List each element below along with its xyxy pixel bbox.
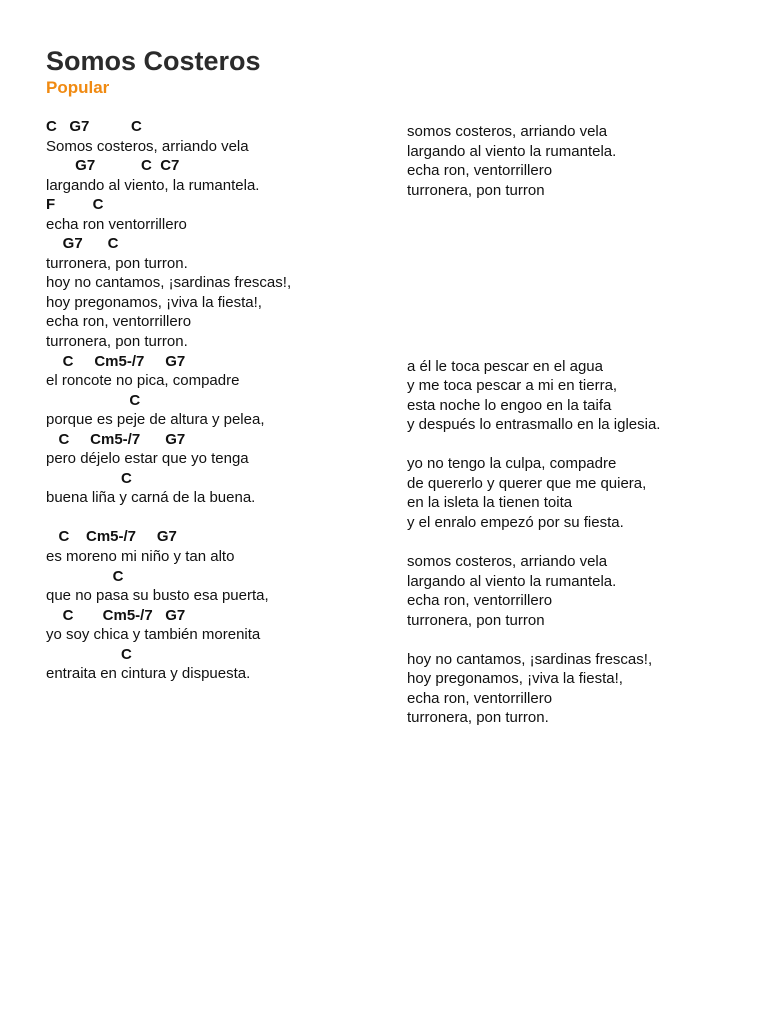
lyric-line: echa ron ventorrillero: [46, 215, 187, 233]
blank-line: [407, 435, 747, 455]
blank-line: [46, 508, 386, 528]
lyric-line: y me toca pescar a mi en tierra,: [407, 377, 618, 395]
lyric-line: a él le toca pescar en el agua: [407, 357, 603, 375]
chord-line: C G7 C: [46, 118, 142, 135]
blank-line: [407, 239, 747, 259]
lyric-line: largando al viento la rumantela.: [407, 572, 617, 590]
lyric-line: esta noche lo engoo en la taifa: [407, 396, 612, 414]
chord-line: C: [46, 469, 132, 487]
lyric-line: echa ron, ventorrillero: [407, 162, 553, 180]
chord-line: C: [46, 391, 141, 409]
chord-line: C Cm5-/7 G7: [46, 528, 177, 546]
lyric-line: Somos costeros, arriando vela: [46, 137, 249, 155]
chord-line: C: [46, 645, 132, 663]
lyric-line: en la isleta la tienen toita: [407, 494, 573, 512]
blank-line: [407, 200, 747, 220]
song-title: Somos Costeros: [46, 46, 261, 76]
lyric-line: turronera, pon turron.: [46, 333, 188, 351]
lyric-line: yo no tengo la culpa, compadre: [407, 455, 617, 473]
blank-line: [407, 259, 747, 279]
lyric-line: somos costeros, arriando vela: [407, 123, 608, 140]
lyric-line: hoy no cantamos, ¡sardinas frescas!,: [46, 274, 292, 292]
blank-line: [407, 532, 747, 552]
blank-line: [407, 317, 747, 337]
lyric-line: hoy pregonamos, ¡viva la fiesta!,: [46, 293, 262, 311]
blank-line: [407, 278, 747, 298]
lyric-line: entraita en cintura y dispuesta.: [46, 665, 251, 683]
blank-line: [407, 337, 747, 357]
lyric-line: turronera, pon turron: [407, 611, 545, 629]
lyric-line: echa ron, ventorrillero: [407, 592, 553, 610]
lyric-line: pero déjelo estar que yo tenga: [46, 450, 249, 468]
blank-line: [407, 220, 747, 240]
chord-line: G7 C C7: [46, 157, 180, 175]
lyric-line: somos costeros, arriando vela: [407, 553, 608, 571]
lyric-line: porque es peje de altura y pelea,: [46, 411, 265, 429]
chord-line: G7 C: [46, 235, 119, 253]
lyric-line: es moreno mi niño y tan alto: [46, 548, 235, 566]
left-lyrics-column: [46, 117, 386, 684]
lyric-line: largando al viento, la rumantela.: [46, 176, 260, 194]
lyric-line: yo soy chica y también morenita: [46, 626, 261, 644]
lyric-line: turronera, pon turron.: [46, 254, 188, 272]
lyric-line: turronera, pon turron: [407, 181, 545, 199]
lyric-line: turronera, pon turron.: [407, 709, 549, 727]
lyric-line: y después lo entrasmallo en la iglesia.: [407, 416, 661, 434]
lyric-line: buena liña y carná de la buena.: [46, 489, 256, 507]
lyric-line: largando al viento la rumantela.: [407, 142, 617, 160]
lyric-line: hoy no cantamos, ¡sardinas frescas!,: [407, 650, 653, 668]
lyric-line: y el enralo empezó por su fiesta.: [407, 513, 624, 531]
song-subtitle: Popular: [46, 78, 110, 97]
right-lyrics-column: [407, 122, 747, 728]
lyric-line: el roncote no pica, compadre: [46, 372, 240, 390]
blank-line: [407, 630, 747, 650]
chord-line: C Cm5-/7 G7: [46, 430, 186, 448]
chord-line: C: [46, 567, 124, 585]
blank-line: [407, 298, 747, 318]
lyric-line: echa ron, ventorrillero: [46, 313, 192, 331]
lyric-line: echa ron, ventorrillero: [407, 689, 553, 707]
lyric-line: que no pasa su busto esa puerta,: [46, 587, 269, 605]
chord-line: F C: [46, 196, 104, 214]
lyric-line: hoy pregonamos, ¡viva la fiesta!,: [407, 670, 623, 688]
chord-line: C Cm5-/7 G7: [46, 352, 186, 370]
lyric-line: de quererlo y querer que me quiera,: [407, 474, 647, 492]
chord-line: C Cm5-/7 G7: [46, 606, 186, 624]
